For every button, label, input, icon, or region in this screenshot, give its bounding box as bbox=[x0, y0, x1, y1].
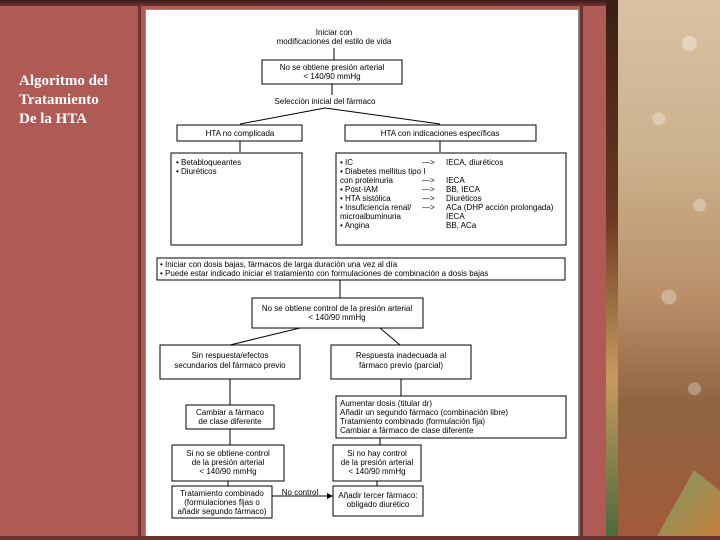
initial-selection: Selección inicial del fármaco bbox=[274, 97, 376, 106]
no-response-line-2: secundarios del fármaco previo bbox=[174, 361, 286, 370]
change-drug-line-1: Cambiar a fármaco bbox=[195, 408, 265, 417]
arrow-glyph: —> bbox=[422, 203, 435, 212]
no-goal-1-line-1: No se obtiene presión arterial bbox=[279, 63, 385, 72]
combination-line-2: (formulaciones fijas o bbox=[184, 498, 260, 507]
no-response-line-1: Sin respuesta/efectos bbox=[191, 351, 269, 360]
indications-arrows bbox=[422, 158, 435, 212]
option-item: Aumentar dosis (titular dr) bbox=[340, 399, 433, 408]
indication-item: • Post-IAM bbox=[340, 185, 378, 194]
drug-item: BB, IECA bbox=[446, 185, 480, 194]
no-goal-1-line-2: < 140/90 mmHg bbox=[303, 72, 361, 81]
no-goal-2-line-1: No se obtiene control de la presión arterial bbox=[261, 304, 413, 313]
indication-item: • HTA sistólica bbox=[340, 194, 391, 203]
connector bbox=[380, 328, 400, 345]
drug-item: ACa (DHP acción prolongada) bbox=[446, 203, 554, 212]
add-third-line-1: Añadir tercer fármaco: bbox=[338, 491, 418, 500]
no-goal-3-line-2: de la presión arterial bbox=[191, 458, 265, 467]
slide-title-line-2: Tratamiento bbox=[19, 92, 99, 108]
slide-title-line-1: Algoritmo del bbox=[19, 73, 108, 89]
option-item: Tratamiento combinado (formulación fija) bbox=[340, 417, 486, 426]
indication-item: microalbuminuria bbox=[340, 212, 401, 221]
drug-item: IECA bbox=[446, 212, 465, 221]
slide-title-line-3: De la HTA bbox=[19, 111, 88, 127]
no-goal-3-line-1: Si no se obtiene control bbox=[186, 449, 270, 458]
bottom-bar bbox=[0, 536, 720, 540]
note-line: • Puede estar indicado iniciar el tratamiento con formulaciones de combinación a dosis bajas bbox=[160, 269, 489, 278]
combination-line-1: Tratamiento combinado bbox=[180, 489, 264, 498]
no-control-right-line-3: < 140/90 mmHg bbox=[348, 467, 406, 476]
drug-item: IECA, diuréticos bbox=[446, 158, 504, 167]
no-control-label: No control bbox=[281, 488, 319, 497]
no-goal-2-line-2: < 140/90 mmHg bbox=[308, 313, 366, 322]
indication-item: • Angina bbox=[340, 221, 370, 230]
start-line-2: modificaciones del estilo de vida bbox=[276, 37, 392, 46]
indication-item: • Diabetes mellitus tipo I bbox=[340, 167, 426, 176]
inadequate-response-line-1: Respuesta inadecuada al bbox=[355, 351, 447, 360]
arrow-glyph: —> bbox=[422, 158, 435, 167]
connector bbox=[325, 108, 440, 124]
note-line: • Iniciar con dosis bajas, fármacos de larga duración una vez al día bbox=[160, 260, 398, 269]
drug-item: IECA bbox=[446, 176, 465, 185]
arrow-glyph: —> bbox=[422, 185, 435, 194]
combination-line-3: añadir segundo fármaco) bbox=[177, 507, 267, 516]
uncomplicated-item: • Diuréticos bbox=[176, 167, 217, 176]
no-control-right-line-1: Si no hay control bbox=[347, 449, 407, 458]
option-item: Añadir un segundo fármaco (combinación libre) bbox=[340, 408, 509, 417]
inadequate-response-line-2: fármaco previo (parcial) bbox=[358, 361, 444, 370]
uncomplicated-label: HTA no complicada bbox=[205, 129, 275, 138]
add-third-line-2: obligado diurético bbox=[346, 500, 410, 509]
arrow-glyph: —> bbox=[422, 176, 435, 185]
start-line-1: Iniciar con bbox=[315, 28, 353, 37]
drug-item: BB, ACa bbox=[446, 221, 477, 230]
no-control-right-line-2: de la presión arterial bbox=[340, 458, 414, 467]
drug-item: Diuréticos bbox=[446, 194, 482, 203]
change-drug-line-2: de clase diferente bbox=[198, 417, 262, 426]
indication-item: • Insuficiencia renal/ bbox=[340, 203, 412, 212]
specific-indications-label: HTA con indicaciones específicas bbox=[380, 129, 500, 138]
indication-item: con proteinuria bbox=[340, 176, 393, 185]
connector bbox=[240, 108, 325, 124]
indication-item: • IC bbox=[340, 158, 354, 167]
connector bbox=[230, 328, 300, 345]
arrow-glyph: —> bbox=[422, 194, 435, 203]
uncomplicated-item: • Betabloqueantes bbox=[176, 158, 242, 167]
arrowhead bbox=[327, 493, 333, 499]
option-item: Cambiar a fármaco de clase diferente bbox=[340, 426, 474, 435]
no-goal-3-line-3: < 140/90 mmHg bbox=[199, 467, 257, 476]
